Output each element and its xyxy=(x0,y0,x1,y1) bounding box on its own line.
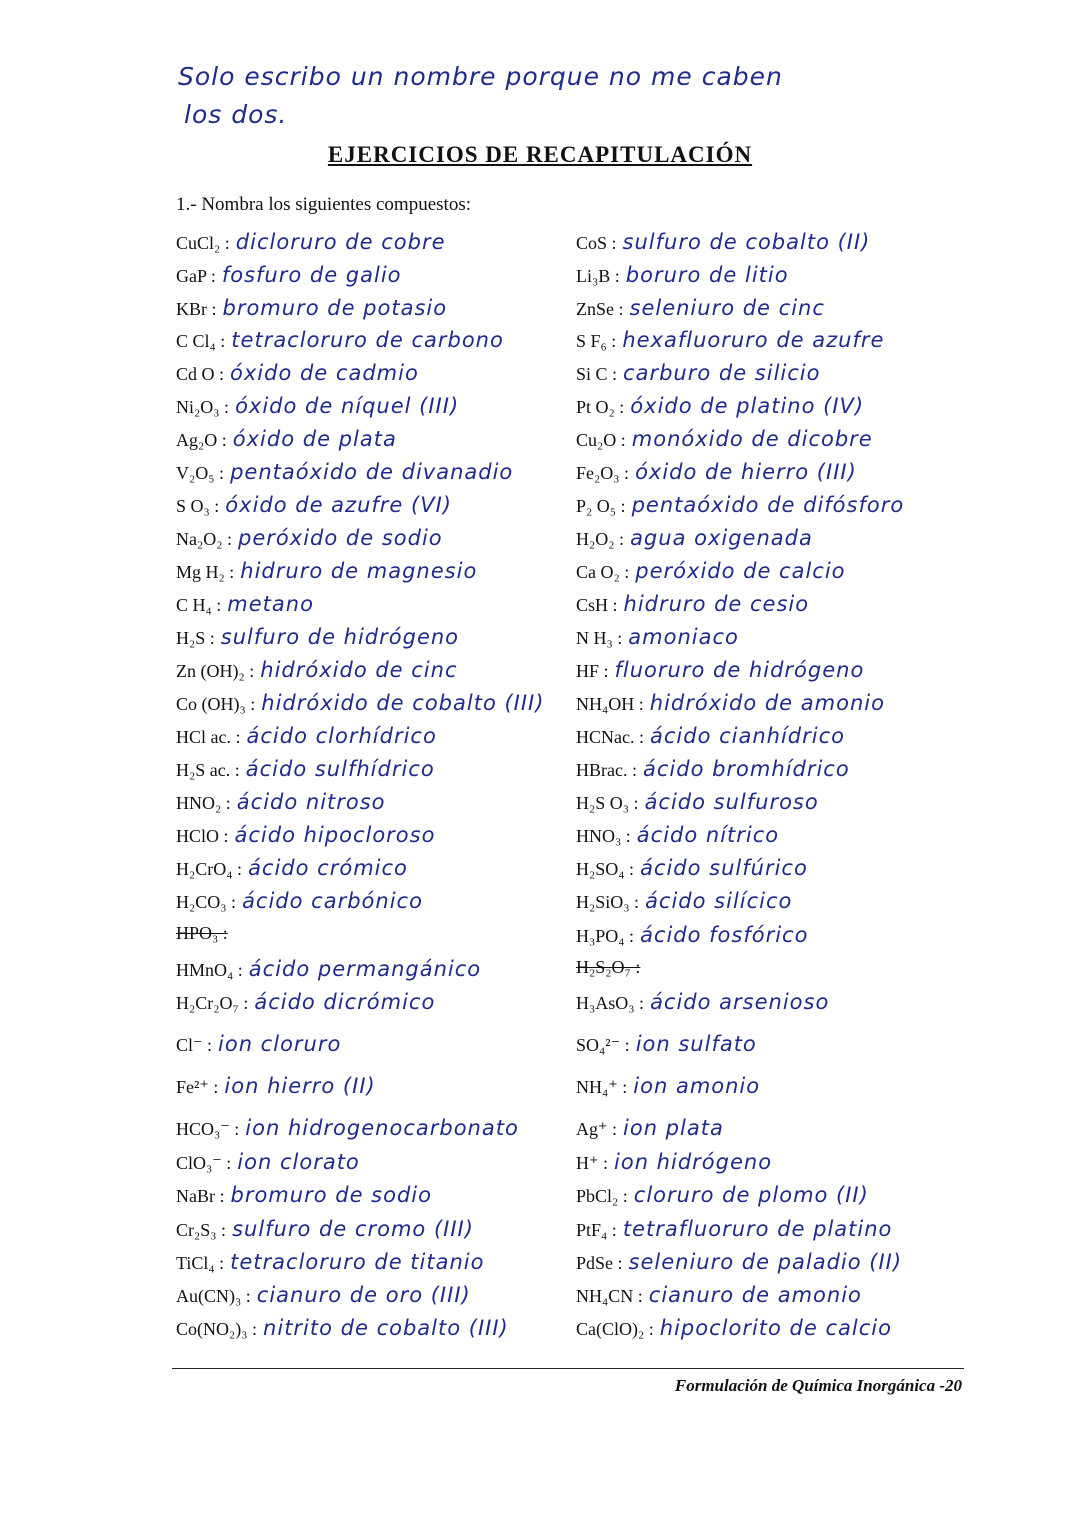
compound-row xyxy=(576,263,976,296)
compound-row xyxy=(576,1316,976,1349)
compound-row xyxy=(576,923,976,957)
compound-formula: CsH : xyxy=(576,595,618,615)
compound-formula: Cu₂O : xyxy=(576,430,626,450)
compound-name: ácido fosfórico xyxy=(640,923,809,947)
compound-name: hidróxido de amonio xyxy=(649,691,885,715)
compound-name: hidróxido de cinc xyxy=(260,658,458,682)
compound-row xyxy=(176,296,571,328)
compound-row xyxy=(576,1074,976,1116)
compound-name: pentaóxido de divanadio xyxy=(230,460,514,484)
compound-row xyxy=(176,1217,571,1250)
compound-name: ácido bromhídrico xyxy=(642,757,850,781)
compound-formula: HNO₃ : xyxy=(576,826,631,846)
compound-name: ion sulfato xyxy=(635,1032,757,1056)
compound-formula: H₂O₂ : xyxy=(576,529,625,549)
compound-row xyxy=(176,1150,571,1183)
compound-name: peróxido de sodio xyxy=(238,526,443,550)
compound-formula: C Cl₄ : xyxy=(176,331,226,351)
compound-formula: S O₃ : xyxy=(176,496,220,516)
compound-name: óxido de azufre (VI) xyxy=(225,493,452,517)
compound-row xyxy=(576,1116,976,1150)
compound-formula: Ag⁺ : xyxy=(576,1119,618,1139)
compound-row xyxy=(576,724,976,757)
left-compound-column xyxy=(176,230,571,1349)
compound-formula: PtF₄ : xyxy=(576,1220,617,1240)
compound-formula: CoS : xyxy=(576,233,617,253)
compound-formula: Au(CN)₃ : xyxy=(176,1286,251,1306)
compound-name: hidruro de cesio xyxy=(623,592,810,616)
compound-name: ácido silícico xyxy=(645,889,793,913)
compound-row xyxy=(576,328,976,361)
compound-name: cianuro de amonio xyxy=(648,1283,862,1307)
compound-name: bromuro de sodio xyxy=(230,1183,432,1207)
compound-row xyxy=(176,263,571,296)
compound-formula: NH₄OH : xyxy=(576,694,644,714)
compound-row xyxy=(176,1074,571,1116)
compound-row xyxy=(576,1032,976,1074)
handwritten-note xyxy=(178,58,938,134)
compound-row xyxy=(176,230,571,263)
compound-name: ácido sulfúrico xyxy=(640,856,808,880)
compound-name: peróxido de calcio xyxy=(635,559,846,583)
note-line-2: los dos. xyxy=(184,100,288,129)
compound-formula: Zn (OH)₂ : xyxy=(176,661,255,681)
compound-row xyxy=(576,361,976,394)
compound-formula: Si C : xyxy=(576,364,618,384)
compound-name: ácido arsenioso xyxy=(650,990,830,1014)
compound-name: óxido de hierro (III) xyxy=(635,460,857,484)
compound-row xyxy=(576,460,976,493)
compound-name: hidruro de magnesio xyxy=(240,559,478,583)
compound-row xyxy=(176,526,571,559)
compound-name: ion amonio xyxy=(633,1074,761,1098)
compound-name: ácido permangánico xyxy=(248,957,482,981)
compound-name: ion hidrógeno xyxy=(614,1150,773,1174)
compound-name: ion hierro (II) xyxy=(224,1074,376,1098)
compound-name: nitrito de cobalto (III) xyxy=(263,1316,509,1340)
compound-formula: H₂Cr₂O₇ : xyxy=(176,993,249,1013)
compound-name: hexafluoruro de azufre xyxy=(622,328,885,352)
compound-row xyxy=(576,394,976,427)
compound-formula: H₂S : xyxy=(176,628,215,648)
compound-row xyxy=(576,658,976,691)
exercise-instruction: 1.- Nombra los siguientes compuestos: xyxy=(176,194,471,215)
compound-row xyxy=(576,1183,976,1217)
compound-formula: ClO₃⁻ : xyxy=(176,1153,232,1173)
compound-name: carburo de silicio xyxy=(623,361,821,385)
compound-name: dicloruro de cobre xyxy=(235,230,446,254)
compound-formula: V₂O₅ : xyxy=(176,463,225,483)
compound-row xyxy=(176,1316,571,1349)
compound-name: ácido dicrómico xyxy=(254,990,436,1014)
compound-name: pentaóxido de difósforo xyxy=(631,493,905,517)
compound-row xyxy=(576,990,976,1032)
compound-row xyxy=(176,361,571,394)
compound-row xyxy=(576,493,976,526)
compound-formula: ZnSe : xyxy=(576,299,624,319)
compound-formula: Na₂O₂ : xyxy=(176,529,233,549)
compound-formula: SO₄²⁻ : xyxy=(576,1035,630,1055)
compound-name: hidróxido de cobalto (III) xyxy=(261,691,545,715)
compound-name: ácido sulfuroso xyxy=(644,790,819,814)
compound-row xyxy=(576,856,976,889)
compound-formula: H₃AsO₃ : xyxy=(576,993,645,1013)
compound-row xyxy=(176,923,571,957)
compound-formula: NaBr : xyxy=(176,1186,225,1206)
compound-formula: Co(NO₂)₃ : xyxy=(176,1319,258,1339)
compound-row xyxy=(576,957,976,990)
compound-row xyxy=(176,427,571,460)
compound-row xyxy=(176,823,571,856)
compound-name: monóxido de dicobre xyxy=(631,427,873,451)
compound-name: seleniuro de cinc xyxy=(629,296,825,320)
compound-name: óxido de cadmio xyxy=(230,361,419,385)
compound-row xyxy=(176,460,571,493)
compound-formula: PdSe : xyxy=(576,1253,623,1273)
compound-name: ácido clorhídrico xyxy=(246,724,437,748)
compound-row xyxy=(176,559,571,592)
compound-formula: H₂SiO₃ : xyxy=(576,892,640,912)
compound-row xyxy=(576,592,976,625)
compound-name: ácido sulfhídrico xyxy=(245,757,435,781)
compound-name: ion clorato xyxy=(237,1150,360,1174)
page-title: EJERCICIOS DE RECAPITULACIÓN xyxy=(327,142,753,167)
compound-formula: PbCl₂ : xyxy=(576,1186,628,1206)
compound-formula: KBr : xyxy=(176,299,217,319)
compound-row xyxy=(576,1250,976,1283)
compound-row xyxy=(576,427,976,460)
compound-name: ácido cianhídrico xyxy=(649,724,845,748)
compound-formula: Ca O₂ : xyxy=(576,562,630,582)
compound-formula: S F₆ : xyxy=(576,331,617,351)
compound-row xyxy=(576,559,976,592)
compound-row xyxy=(576,296,976,328)
compound-name: metano xyxy=(227,592,314,616)
compound-name: ion hidrogenocarbonato xyxy=(245,1116,519,1140)
compound-formula: Ni₂O₃ : xyxy=(176,397,230,417)
compound-name: ácido hipocloroso xyxy=(234,823,436,847)
compound-formula: GaP : xyxy=(176,266,216,286)
compound-formula: HCNac. : xyxy=(576,727,644,747)
compound-row xyxy=(176,1283,571,1316)
compound-row xyxy=(576,691,976,724)
compound-formula: HBrac. : xyxy=(576,760,637,780)
compound-name: boruro de litio xyxy=(625,263,789,287)
compound-formula: Co (OH)₃ : xyxy=(176,694,256,714)
compound-row xyxy=(176,394,571,427)
compound-formula: HCl ac. : xyxy=(176,727,241,747)
compound-name: sulfuro de hidrógeno xyxy=(220,625,460,649)
compound-row xyxy=(176,493,571,526)
compound-row xyxy=(576,889,976,923)
compound-name: fluoruro de hidrógeno xyxy=(614,658,865,682)
footer-text: Formulación de Química Inorgánica -20 xyxy=(674,1376,962,1395)
note-line-1: Solo escribo un nombre porque no me caben xyxy=(178,62,783,91)
compound-name: ácido crómico xyxy=(248,856,408,880)
compound-formula: H₂CO₃ : xyxy=(176,892,237,912)
compound-row xyxy=(176,757,571,790)
compound-formula: HPO₃ : xyxy=(176,923,228,943)
compound-row xyxy=(576,757,976,790)
compound-name: cianuro de oro (III) xyxy=(256,1283,471,1307)
compound-name: hipoclorito de calcio xyxy=(659,1316,892,1340)
compound-name: agua oxigenada xyxy=(630,526,813,550)
compound-formula: Fe²⁺ : xyxy=(176,1077,219,1097)
compound-name: fosfuro de galio xyxy=(221,263,402,287)
compound-row xyxy=(576,823,976,856)
compound-name: tetracloruro de carbono xyxy=(231,328,504,352)
compound-formula: P₂ O₅ : xyxy=(576,496,626,516)
compound-row xyxy=(176,691,571,724)
compound-row xyxy=(176,1183,571,1217)
compound-formula: H₂S₂O₇ : xyxy=(576,957,641,977)
compound-name: seleniuro de paladio (II) xyxy=(628,1250,903,1274)
compound-row xyxy=(576,230,976,263)
compound-formula: Pt O₂ : xyxy=(576,397,625,417)
footer-divider xyxy=(172,1368,964,1369)
compound-name: ion cloruro xyxy=(218,1032,342,1056)
compound-name: ion plata xyxy=(623,1116,724,1140)
compound-row xyxy=(176,592,571,625)
compound-row xyxy=(176,724,571,757)
compound-formula: Cl⁻ : xyxy=(176,1035,213,1055)
compound-formula: Ag₂O : xyxy=(176,430,227,450)
compound-row xyxy=(176,658,571,691)
compound-row xyxy=(176,1116,571,1150)
right-compound-column xyxy=(576,230,976,1349)
compound-formula: HCO₃⁻ : xyxy=(176,1119,240,1139)
compound-formula: H₂S ac. : xyxy=(176,760,240,780)
compound-name: tetracloruro de titanio xyxy=(230,1250,485,1274)
compound-formula: NH₄CN : xyxy=(576,1286,643,1306)
compound-name: ácido carbónico xyxy=(242,889,423,913)
compound-row xyxy=(576,1283,976,1316)
compound-row xyxy=(576,526,976,559)
compound-formula: Li₃B : xyxy=(576,266,620,286)
compound-name: cloruro de plomo (II) xyxy=(633,1183,869,1207)
compound-row xyxy=(176,990,571,1032)
compound-formula: Cd O : xyxy=(176,364,225,384)
compound-row xyxy=(176,328,571,361)
compound-name: sulfuro de cromo (III) xyxy=(232,1217,474,1241)
compound-formula: H⁺ : xyxy=(576,1153,609,1173)
compound-name: tetrafluoruro de platino xyxy=(622,1217,893,1241)
compound-formula: Ca(ClO)₂ : xyxy=(576,1319,654,1339)
compound-row xyxy=(576,625,976,658)
compound-formula: Cr₂S₃ : xyxy=(176,1220,227,1240)
compound-formula: TiCl₄ : xyxy=(176,1253,225,1273)
compound-formula: HNO₂ : xyxy=(176,793,231,813)
compound-name: ácido nitroso xyxy=(236,790,386,814)
compound-row xyxy=(176,856,571,889)
compound-row xyxy=(576,1217,976,1250)
compound-formula: Mg H₂ : xyxy=(176,562,235,582)
compound-name: amoniaco xyxy=(628,625,739,649)
compound-name: sulfuro de cobalto (II) xyxy=(622,230,871,254)
compound-formula: CuCl₂ : xyxy=(176,233,230,253)
compound-name: óxido de níquel (III) xyxy=(235,394,460,418)
compound-formula: H₂CrO₄ : xyxy=(176,859,243,879)
compound-name: ácido nítrico xyxy=(636,823,780,847)
compound-row xyxy=(576,790,976,823)
compound-row xyxy=(176,790,571,823)
compound-row xyxy=(176,957,571,990)
compound-formula: N H₃ : xyxy=(576,628,623,648)
compound-name: óxido de platino (IV) xyxy=(630,394,865,418)
compound-formula: Fe₂O₃ : xyxy=(576,463,630,483)
compound-row xyxy=(176,1032,571,1074)
compound-formula: HMnO₄ : xyxy=(176,960,243,980)
compound-formula: NH₄⁺ : xyxy=(576,1077,628,1097)
compound-row xyxy=(576,1150,976,1183)
compound-formula: H₂SO₄ : xyxy=(576,859,635,879)
compound-name: bromuro de potasio xyxy=(222,296,448,320)
compound-formula: HClO : xyxy=(176,826,229,846)
compound-formula: H₂S O₃ : xyxy=(576,793,639,813)
compound-formula: H₃PO₄ : xyxy=(576,926,635,946)
compound-name: óxido de plata xyxy=(232,427,397,451)
compound-formula: HF : xyxy=(576,661,609,681)
compound-row xyxy=(176,889,571,923)
compound-row xyxy=(176,625,571,658)
compound-row xyxy=(176,1250,571,1283)
compound-formula: C H₄ : xyxy=(176,595,222,615)
